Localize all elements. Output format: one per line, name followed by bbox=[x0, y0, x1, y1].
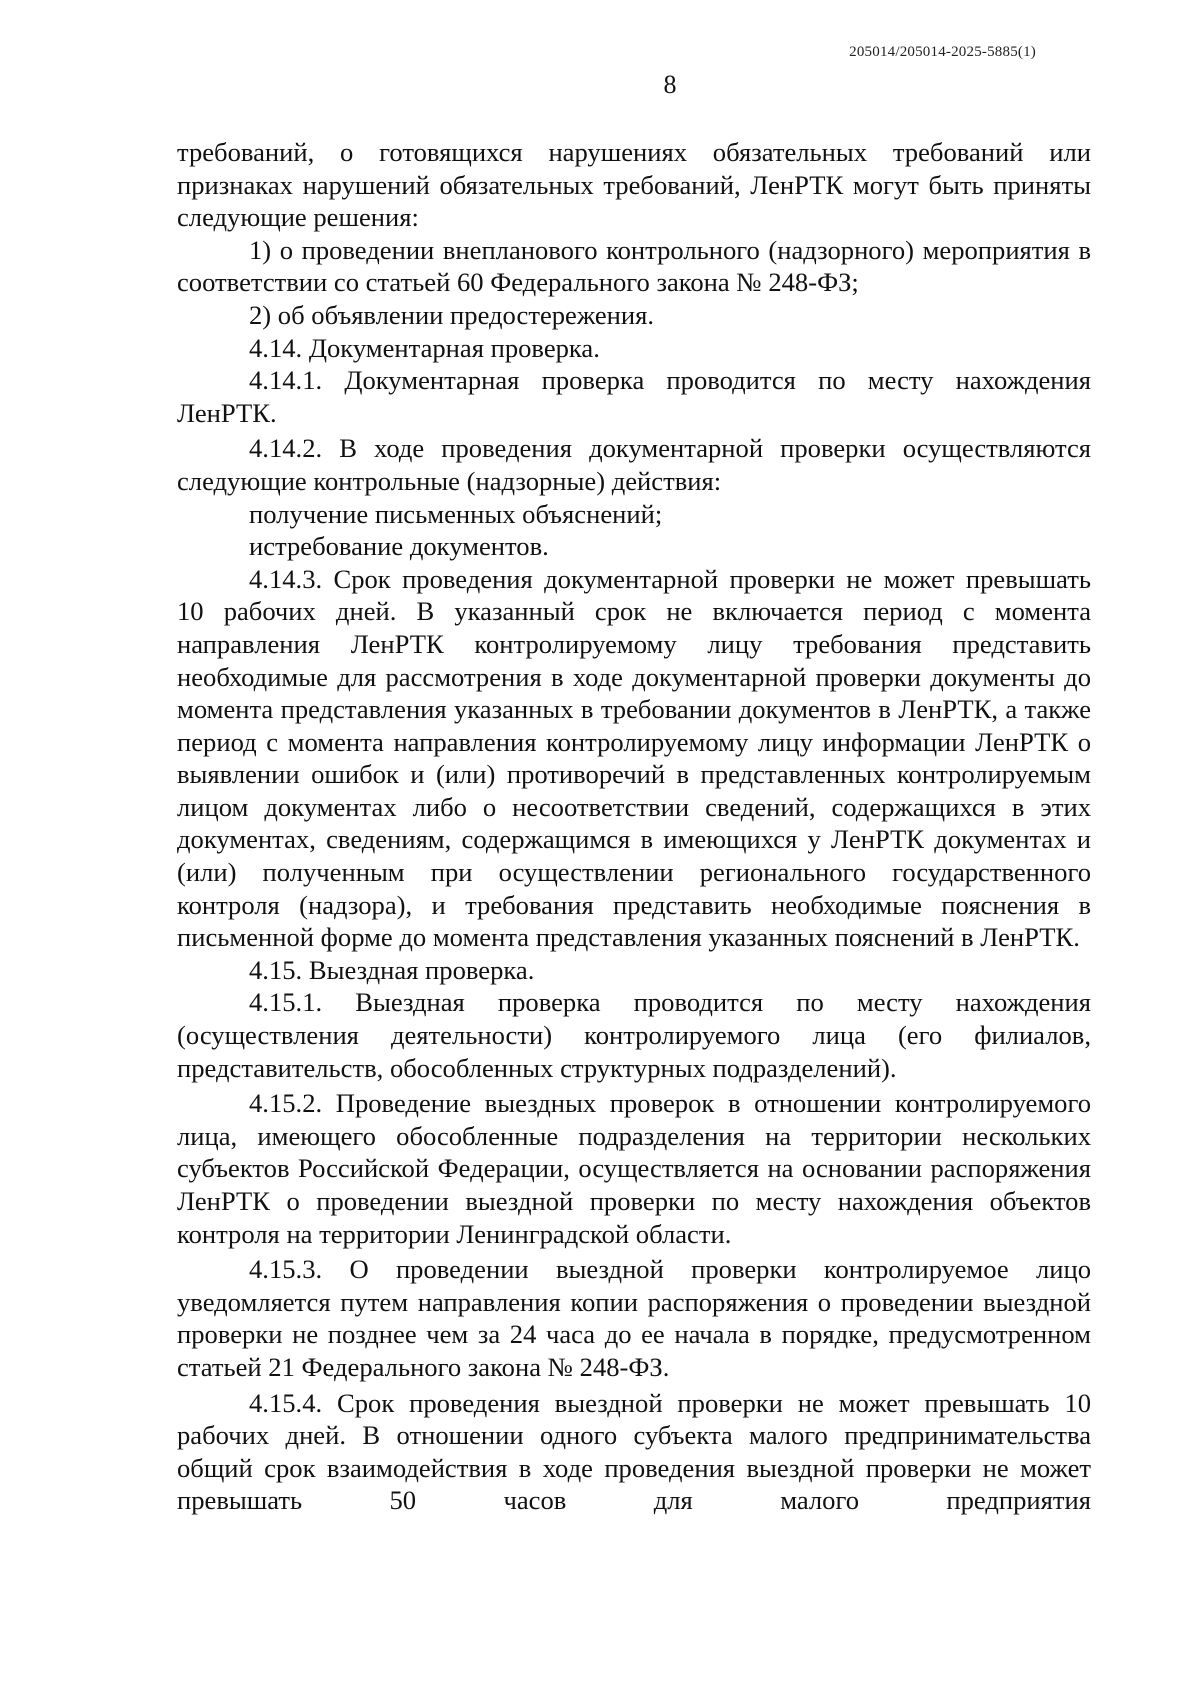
section-heading-4-14: 4.14. Документарная проверка. bbox=[249, 332, 600, 363]
paragraph-4-15-1: 4.15.1. Выездная проверка проводится по месту нахождения (осуществления деятельности) контролируемого лица (его филиалов, представительств, обособленных структурных подразделений). bbox=[177, 987, 1091, 1083]
list-item-explanations: получение письменных объяснений; bbox=[249, 498, 663, 529]
section-heading-4-15: 4.15. Выездная проверка. bbox=[249, 954, 535, 985]
paragraph-decision-2: 2) об объявлении предостережения. bbox=[249, 299, 655, 330]
paragraph-4-14-1: 4.14.1. Документарная проверка проводится по месту нахождения ЛенРТК. bbox=[177, 365, 1091, 428]
paragraph-decision-1: 1) о проведении внепланового контрольного (надзорного) мероприятия в соответствии со статьей 60 Федерального закона № 248-ФЗ; bbox=[177, 234, 1091, 298]
document-body bbox=[177, 136, 1091, 1517]
list-item-documents: истребование документов. bbox=[249, 531, 549, 562]
paragraph-4-15-3: 4.15.3. О проведении выездной проверки контролируемое лицо уведомляется путем направления копии распоряжения о проведении выездной проверки не позднее чем за 24 часа до ее начала в порядке, предусмотренном статьей 21 Федерального закона № 248-ФЗ. bbox=[177, 1254, 1091, 1382]
paragraph-4-15-4: 4.15.4. Срок проведения выездной проверки не может превышать 10 рабочих дней. В отношении одного субъекта малого предпринимательства общий срок взаимодействия в ходе проведения выездной проверки не может превышать 50 часов для малого предприятия bbox=[177, 1387, 1091, 1516]
page-number: 8 bbox=[663, 70, 677, 99]
paragraph-4-14-2: 4.14.2. В ходе проведения документарной проверки осуществляются следующие контрольные (надзорные) действия: bbox=[177, 433, 1091, 496]
paragraph-continuation: требований, о готовящихся нарушениях обязательных требований или признаках нарушений обязательных требований, ЛенРТК могут быть приняты следующие решения: bbox=[177, 137, 1091, 233]
paragraph-4-14-3: 4.14.3. Срок проведения документарной проверки не может превышать 10 рабочих дней. В указанный срок не включается период с момента направления ЛенРТК контролируемому лицу требования представить необходимые для рассмотрения в ходе документарной проверки документы до момента представления указанных в требовании документов в ЛенРТК, а также период с момента направления контролируемому лицу информации ЛенРТК о выявлении ошибок и (или) противоречий в представленных контролируемым лицом документах либо о несоответствии сведений, содержащихся в этих документах, сведениям, содержащимся в имеющихся у ЛенРТК документах и (или) полученным при осуществлении регионального государственного контроля (надзора), и требования представить необходимые пояснения в письменной форме до момента представления указанных пояснений в ЛенРТК. bbox=[177, 563, 1091, 953]
paragraph-4-15-2: 4.15.2. Проведение выездных проверок в отношении контролируемого лица, имеющего обособленные подразделения на территории нескольких субъектов Российской Федерации, осуществляется на основании распоряжения ЛенРТК о проведении выездной проверки по месту нахождения объектов контроля на территории Ленинградской области. bbox=[177, 1088, 1091, 1249]
document-registration-number: 205014/205014-2025-5885(1) bbox=[849, 44, 1036, 60]
